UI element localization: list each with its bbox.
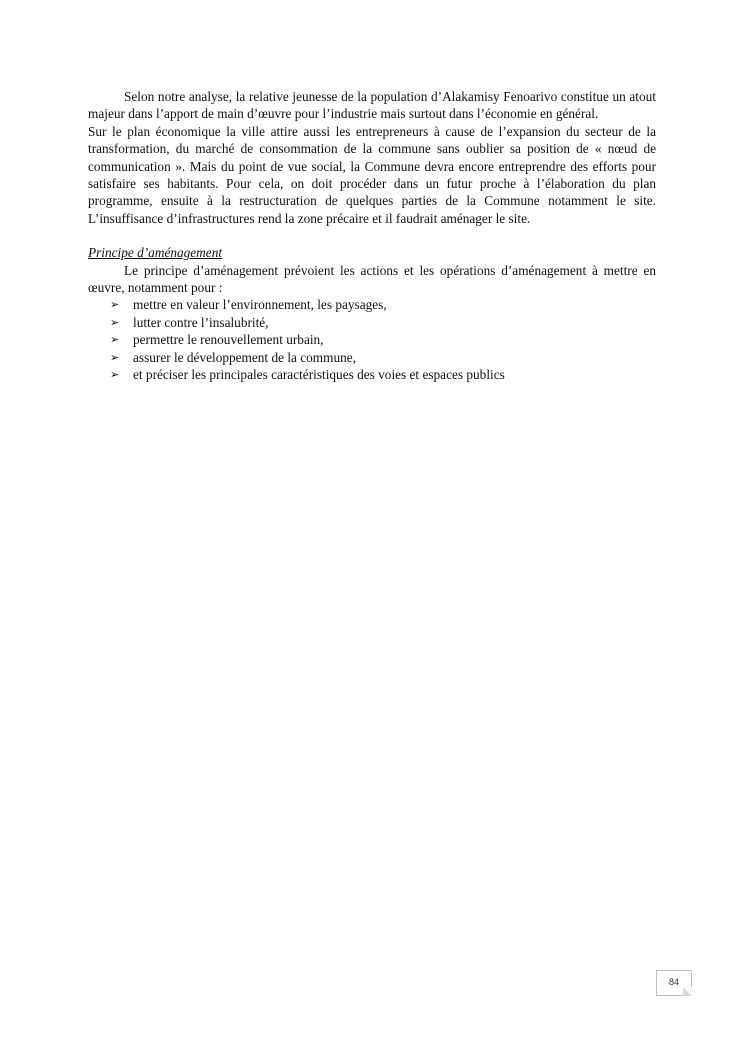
list-item-text: assurer le développement de la commune, — [133, 349, 357, 365]
document-body — [88, 88, 656, 384]
arrow-bullet-icon: ➢ — [110, 333, 120, 347]
paragraph-principle: Le principe d’aménagement prévoient les actions et les opérations d’aménagement à mettre en œuvre, notamment pour : — [88, 262, 656, 296]
page-number: 84 — [668, 977, 679, 987]
arrow-bullet-icon: ➢ — [110, 350, 120, 364]
arrow-bullet-icon: ➢ — [110, 368, 120, 382]
arrow-bullet-icon: ➢ — [110, 315, 120, 329]
list-item — [88, 314, 656, 331]
list-item — [88, 349, 656, 366]
page-fold-icon — [683, 987, 692, 996]
page-number-badge — [656, 970, 692, 996]
list-item — [88, 366, 656, 383]
list-item-text: et préciser les principales caractéristiques des voies et espaces publics — [133, 367, 505, 383]
arrow-bullet-icon: ➢ — [110, 298, 120, 312]
list-item — [88, 331, 656, 348]
list-item-text: lutter contre l’insalubrité, — [133, 314, 269, 330]
section-heading: Principe d’aménagement — [88, 245, 223, 261]
paragraph-population: Selon notre analyse, la relative jeunesse de la population d’Alakamisy Fenoarivo constitue un atout majeur dans l’apport de main d’œuvre pour l’industrie mais surtout dans l’économie en général. — [88, 89, 656, 122]
list-item-text: permettre le renouvellement urbain, — [133, 332, 324, 348]
bullet-list — [88, 296, 656, 383]
paragraph-spacer — [88, 227, 656, 244]
paragraph-economic-social: Sur le plan économique la ville attire aussi les entrepreneurs à cause de l’expansion du secteur de la transformation, du marché de consommation de la commune sans oublier sa position de « nœud de communication ». Mais du point de vue social, la Commune devra encore entreprendre des efforts pour satisfaire ses habitants. Pour cela, on doit procéder dans un futur proche à l’élaboration du plan programme, ensuite à la restructuration de quelques parties de la Commune notamment le site. L’insuffisance d’infrastructures rend la zone précaire et il faudrait aménager le site. — [88, 123, 656, 226]
list-item-text: mettre en valeur l’environnement, les paysages, — [133, 297, 387, 313]
list-item — [88, 296, 656, 313]
